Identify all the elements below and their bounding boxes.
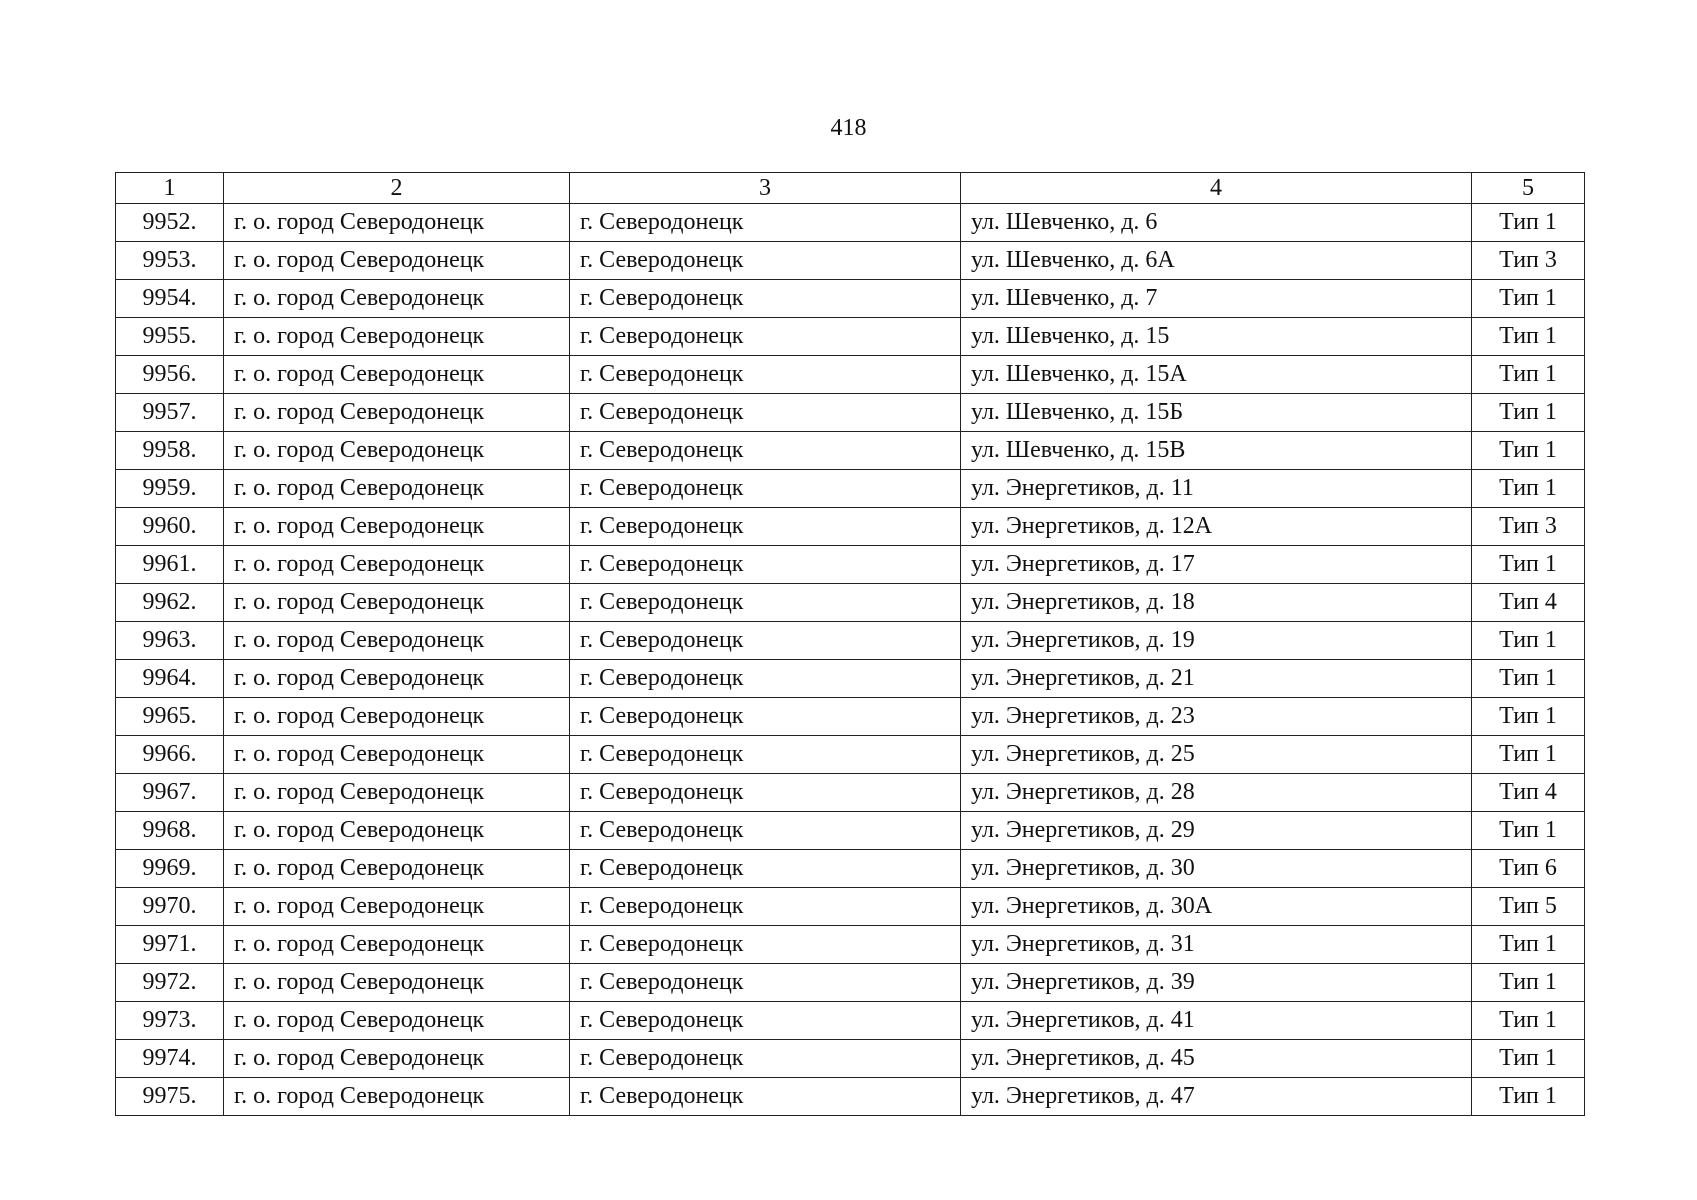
type-cell: Тип 4 bbox=[1472, 584, 1585, 622]
row-number-cell: 9966. bbox=[116, 736, 224, 774]
type-cell: Тип 1 bbox=[1472, 964, 1585, 1002]
type-cell: Тип 1 bbox=[1472, 698, 1585, 736]
row-number-cell: 9955. bbox=[116, 318, 224, 356]
district-cell: г. о. город Северодонецк bbox=[224, 508, 570, 546]
type-cell: Тип 1 bbox=[1472, 812, 1585, 850]
table-row bbox=[116, 1078, 1585, 1116]
address-cell: ул. Энергетиков, д. 12А bbox=[961, 508, 1472, 546]
city-cell: г. Северодонецк bbox=[570, 280, 961, 318]
table-row bbox=[116, 356, 1585, 394]
address-cell: ул. Энергетиков, д. 30 bbox=[961, 850, 1472, 888]
address-cell: ул. Энергетиков, д. 18 bbox=[961, 584, 1472, 622]
district-cell: г. о. город Северодонецк bbox=[224, 698, 570, 736]
page-number: 418 bbox=[830, 115, 867, 141]
address-cell: ул. Энергетиков, д. 31 bbox=[961, 926, 1472, 964]
type-cell: Тип 1 bbox=[1472, 926, 1585, 964]
address-cell: ул. Шевченко, д. 6 bbox=[961, 204, 1472, 242]
district-cell: г. о. город Северодонецк bbox=[224, 850, 570, 888]
table-row bbox=[116, 622, 1585, 660]
header-row bbox=[116, 173, 1585, 204]
city-cell: г. Северодонецк bbox=[570, 1040, 961, 1078]
city-cell: г. Северодонецк bbox=[570, 736, 961, 774]
district-cell: г. о. город Северодонецк bbox=[224, 926, 570, 964]
district-cell: г. о. город Северодонецк bbox=[224, 584, 570, 622]
type-cell: Тип 1 bbox=[1472, 622, 1585, 660]
city-cell: г. Северодонецк bbox=[570, 812, 961, 850]
city-cell: г. Северодонецк bbox=[570, 698, 961, 736]
table-row bbox=[116, 1002, 1585, 1040]
row-number-cell: 9963. bbox=[116, 622, 224, 660]
column-header-4: 4 bbox=[961, 173, 1472, 204]
row-number-cell: 9974. bbox=[116, 1040, 224, 1078]
address-cell: ул. Энергетиков, д. 19 bbox=[961, 622, 1472, 660]
table-row bbox=[116, 508, 1585, 546]
address-cell: ул. Шевченко, д. 15 bbox=[961, 318, 1472, 356]
district-cell: г. о. город Северодонецк bbox=[224, 356, 570, 394]
type-cell: Тип 1 bbox=[1472, 1040, 1585, 1078]
table-row bbox=[116, 432, 1585, 470]
row-number-cell: 9975. bbox=[116, 1078, 224, 1116]
city-cell: г. Северодонецк bbox=[570, 1078, 961, 1116]
type-cell: Тип 1 bbox=[1472, 546, 1585, 584]
row-number-cell: 9960. bbox=[116, 508, 224, 546]
district-cell: г. о. город Северодонецк bbox=[224, 774, 570, 812]
address-cell: ул. Энергетиков, д. 30А bbox=[961, 888, 1472, 926]
city-cell: г. Северодонецк bbox=[570, 242, 961, 280]
table-row bbox=[116, 470, 1585, 508]
type-cell: Тип 1 bbox=[1472, 1078, 1585, 1116]
district-cell: г. о. город Северодонецк bbox=[224, 812, 570, 850]
address-cell: ул. Энергетиков, д. 41 bbox=[961, 1002, 1472, 1040]
table-row bbox=[116, 774, 1585, 812]
address-table bbox=[115, 172, 1585, 1116]
type-cell: Тип 1 bbox=[1472, 318, 1585, 356]
type-cell: Тип 1 bbox=[1472, 470, 1585, 508]
table-row bbox=[116, 736, 1585, 774]
column-header-1: 1 bbox=[116, 173, 224, 204]
row-number-cell: 9970. bbox=[116, 888, 224, 926]
address-cell: ул. Энергетиков, д. 47 bbox=[961, 1078, 1472, 1116]
row-number-cell: 9969. bbox=[116, 850, 224, 888]
city-cell: г. Северодонецк bbox=[570, 926, 961, 964]
table-row bbox=[116, 1040, 1585, 1078]
row-number-cell: 9972. bbox=[116, 964, 224, 1002]
city-cell: г. Северодонецк bbox=[570, 622, 961, 660]
row-number-cell: 9958. bbox=[116, 432, 224, 470]
type-cell: Тип 1 bbox=[1472, 1002, 1585, 1040]
row-number-cell: 9962. bbox=[116, 584, 224, 622]
table-row bbox=[116, 318, 1585, 356]
city-cell: г. Северодонецк bbox=[570, 432, 961, 470]
city-cell: г. Северодонецк bbox=[570, 470, 961, 508]
column-header-2: 2 bbox=[224, 173, 570, 204]
column-header-5: 5 bbox=[1472, 173, 1585, 204]
type-cell: Тип 4 bbox=[1472, 774, 1585, 812]
row-number-cell: 9971. bbox=[116, 926, 224, 964]
address-cell: ул. Энергетиков, д. 11 bbox=[961, 470, 1472, 508]
type-cell: Тип 3 bbox=[1472, 508, 1585, 546]
address-cell: ул. Энергетиков, д. 28 bbox=[961, 774, 1472, 812]
table-row bbox=[116, 280, 1585, 318]
district-cell: г. о. город Северодонецк bbox=[224, 280, 570, 318]
address-cell: ул. Шевченко, д. 15В bbox=[961, 432, 1472, 470]
type-cell: Тип 1 bbox=[1472, 660, 1585, 698]
row-number-cell: 9957. bbox=[116, 394, 224, 432]
row-number-cell: 9956. bbox=[116, 356, 224, 394]
district-cell: г. о. город Северодонецк bbox=[224, 546, 570, 584]
district-cell: г. о. город Северодонецк bbox=[224, 242, 570, 280]
table-body bbox=[116, 204, 1585, 1116]
district-cell: г. о. город Северодонецк bbox=[224, 736, 570, 774]
address-cell: ул. Шевченко, д. 6А bbox=[961, 242, 1472, 280]
district-cell: г. о. город Северодонецк bbox=[224, 432, 570, 470]
type-cell: Тип 1 bbox=[1472, 736, 1585, 774]
district-cell: г. о. город Северодонецк bbox=[224, 470, 570, 508]
column-header-3: 3 bbox=[570, 173, 961, 204]
row-number-cell: 9959. bbox=[116, 470, 224, 508]
type-cell: Тип 1 bbox=[1472, 394, 1585, 432]
city-cell: г. Северодонецк bbox=[570, 318, 961, 356]
type-cell: Тип 1 bbox=[1472, 432, 1585, 470]
district-cell: г. о. город Северодонецк bbox=[224, 622, 570, 660]
table-row bbox=[116, 964, 1585, 1002]
district-cell: г. о. город Северодонецк bbox=[224, 964, 570, 1002]
district-cell: г. о. город Северодонецк bbox=[224, 204, 570, 242]
type-cell: Тип 6 bbox=[1472, 850, 1585, 888]
city-cell: г. Северодонецк bbox=[570, 964, 961, 1002]
table-row bbox=[116, 204, 1585, 242]
city-cell: г. Северодонецк bbox=[570, 356, 961, 394]
row-number-cell: 9968. bbox=[116, 812, 224, 850]
table-row bbox=[116, 698, 1585, 736]
type-cell: Тип 5 bbox=[1472, 888, 1585, 926]
city-cell: г. Северодонецк bbox=[570, 774, 961, 812]
type-cell: Тип 1 bbox=[1472, 280, 1585, 318]
table-row bbox=[116, 242, 1585, 280]
city-cell: г. Северодонецк bbox=[570, 584, 961, 622]
city-cell: г. Северодонецк bbox=[570, 888, 961, 926]
table-row bbox=[116, 584, 1585, 622]
address-cell: ул. Энергетиков, д. 25 bbox=[961, 736, 1472, 774]
district-cell: г. о. город Северодонецк bbox=[224, 1002, 570, 1040]
district-cell: г. о. город Северодонецк bbox=[224, 1040, 570, 1078]
row-number-cell: 9967. bbox=[116, 774, 224, 812]
address-cell: ул. Энергетиков, д. 21 bbox=[961, 660, 1472, 698]
type-cell: Тип 1 bbox=[1472, 204, 1585, 242]
row-number-cell: 9954. bbox=[116, 280, 224, 318]
row-number-cell: 9961. bbox=[116, 546, 224, 584]
table-row bbox=[116, 394, 1585, 432]
address-cell: ул. Энергетиков, д. 23 bbox=[961, 698, 1472, 736]
row-number-cell: 9964. bbox=[116, 660, 224, 698]
city-cell: г. Северодонецк bbox=[570, 546, 961, 584]
city-cell: г. Северодонецк bbox=[570, 1002, 961, 1040]
address-cell: ул. Шевченко, д. 15А bbox=[961, 356, 1472, 394]
address-cell: ул. Энергетиков, д. 29 bbox=[961, 812, 1472, 850]
table-row bbox=[116, 888, 1585, 926]
table-row bbox=[116, 850, 1585, 888]
district-cell: г. о. город Северодонецк bbox=[224, 888, 570, 926]
district-cell: г. о. город Северодонецк bbox=[224, 394, 570, 432]
address-cell: ул. Энергетиков, д. 39 bbox=[961, 964, 1472, 1002]
address-cell: ул. Шевченко, д. 15Б bbox=[961, 394, 1472, 432]
row-number-cell: 9952. bbox=[116, 204, 224, 242]
table-row bbox=[116, 926, 1585, 964]
type-cell: Тип 3 bbox=[1472, 242, 1585, 280]
city-cell: г. Северодонецк bbox=[570, 508, 961, 546]
city-cell: г. Северодонецк bbox=[570, 850, 961, 888]
district-cell: г. о. город Северодонецк bbox=[224, 318, 570, 356]
row-number-cell: 9973. bbox=[116, 1002, 224, 1040]
district-cell: г. о. город Северодонецк bbox=[224, 1078, 570, 1116]
city-cell: г. Северодонецк bbox=[570, 394, 961, 432]
address-cell: ул. Энергетиков, д. 45 bbox=[961, 1040, 1472, 1078]
district-cell: г. о. город Северодонецк bbox=[224, 660, 570, 698]
table-row bbox=[116, 812, 1585, 850]
row-number-cell: 9965. bbox=[116, 698, 224, 736]
city-cell: г. Северодонецк bbox=[570, 660, 961, 698]
type-cell: Тип 1 bbox=[1472, 356, 1585, 394]
address-cell: ул. Шевченко, д. 7 bbox=[961, 280, 1472, 318]
address-cell: ул. Энергетиков, д. 17 bbox=[961, 546, 1472, 584]
row-number-cell: 9953. bbox=[116, 242, 224, 280]
city-cell: г. Северодонецк bbox=[570, 204, 961, 242]
table-row bbox=[116, 660, 1585, 698]
table-row bbox=[116, 546, 1585, 584]
table-header bbox=[116, 173, 1585, 204]
